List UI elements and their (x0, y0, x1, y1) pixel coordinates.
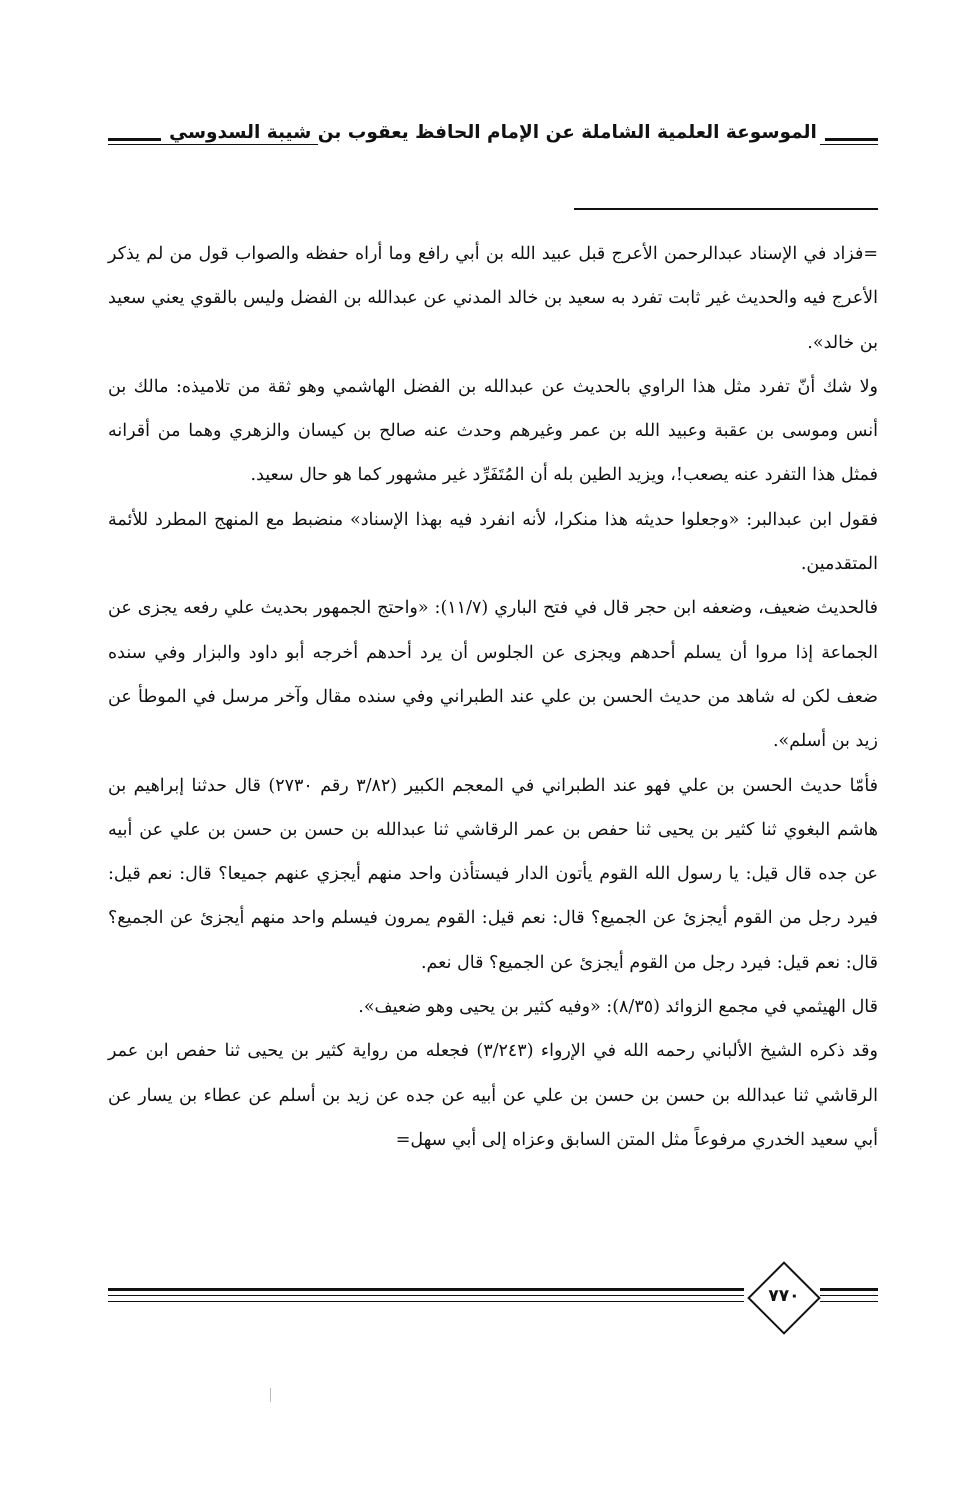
footer-rule-left-thin-2 (108, 1301, 744, 1302)
paragraph: ولا شك أنّ تفرد مثل هذا الراوي بالحديث عن عبدالله بن الفضل الهاشمي وهو ثقة من تلاميذه: مالك بن أنس وموسى بن عقبة وعبيد الله بن عمر وغيرهم وحدث عنه صالح بن كيسان والزهري وهما من أقرانه فمثل هذا التفرد عنه يصعب!، ويزيد الطين بله أن المُتَفَرِّد غير مشهور كما هو حال سعيد. (108, 376, 878, 486)
footnote-body (108, 232, 878, 1162)
book-title-text: الموسوعة العلمية الشاملة عن الإمام الحافظ يعقوب بن شيبة السدوسي (161, 122, 825, 143)
footer-rule-right-thin-2 (820, 1301, 878, 1302)
header-rule-right-thin (820, 144, 878, 145)
footer-rule-right (820, 1288, 878, 1291)
scan-mark (270, 1388, 271, 1402)
footer-rule-left-thin (108, 1295, 744, 1296)
paragraph: فالحديث ضعيف، وضعفه ابن حجر قال في فتح الباري (١١/٧): «واحتج الجمهور بحديث علي رفعه يجزى عن الجماعة إذا مروا أن يسلم أحدهم ويجزى عن الجلوس أن يرد أحدهم أخرجه أبو داود والبزار وفي سنده ضعف لكن له شاهد من حديث الحسن بن علي عند الطبراني وفي سنده مقال وآخر مرسل في الموطأ عن زيد بن أسلم». (108, 598, 878, 752)
page-number: ٧٧٠ (768, 1286, 800, 1306)
running-header (108, 118, 878, 158)
paragraph: =فزاد في الإسناد عبدالرحمن الأعرج قبل عبيد الله بن أبي رافع وما أراه حفظه والصواب قول من لم يذكر الأعرج فيه والحديث غير ثابت تفرد به سعيد بن خالد المدني عن عبدالله بن الفضل وليس بالقوي يعني سعيد بن خالد». (108, 244, 878, 353)
page-footer (108, 1262, 878, 1332)
footer-rule-right-thin (820, 1295, 878, 1296)
header-rule-right (820, 138, 878, 141)
footer-rule-left (108, 1288, 744, 1291)
footnote-separator (574, 208, 878, 210)
paragraph: فأمّا حديث الحسن بن علي فهو عند الطبراني في المعجم الكبير (٣/٨٢ رقم ٢٧٣٠) قال حدثنا إبراهيم بن هاشم البغوي ثنا كثير بن يحيى ثنا حفص بن عمر الرقاشي ثنا عبدالله بن حسن بن حسن بن علي عن أبيه عن جده قال قيل: يا رسول الله القوم يأتون الدار فيستأذن واحد منهم أيجزي عنهم جميعا؟ قال: نعم قيل: فيرد رجل من القوم أيجزئ عن الجميع؟ قال: نعم قيل: القوم يمرون فيسلم واحد منهم أيجزئ عن الجميع؟ قال: نعم قيل: فيرد رجل من القوم أيجزئ عن الجميع؟ قال نعم. (108, 775, 879, 973)
paragraph: وقد ذكره الشيخ الألباني رحمه الله في الإرواء (٣/٢٤٣) فجعله من رواية كثير بن يحيى ثنا حفص ابن عمر الرقاشي ثنا عبدالله بن حسن بن حسن بن علي عن أبيه عن جده عن زيد بن أسلم عن عطاء بن يسار عن أبي سعيد الخدري مرفوعاً مثل المتن السابق وعزاه إلى أبي سهل= (108, 1041, 878, 1150)
paragraph: قال الهيثمي في مجمع الزوائد (٨/٣٥): «وفيه كثير بن يحيى وهو ضعيف». (358, 997, 878, 1018)
paragraph: فقول ابن عبدالبر: «وجعلوا حديثه هذا منكرا، لأنه انفرد فيه بهذا الإسناد» منضبط مع المنهج المطرد للأئمة المتقدمين. (108, 509, 878, 575)
header-rule-left-thin (108, 144, 318, 145)
